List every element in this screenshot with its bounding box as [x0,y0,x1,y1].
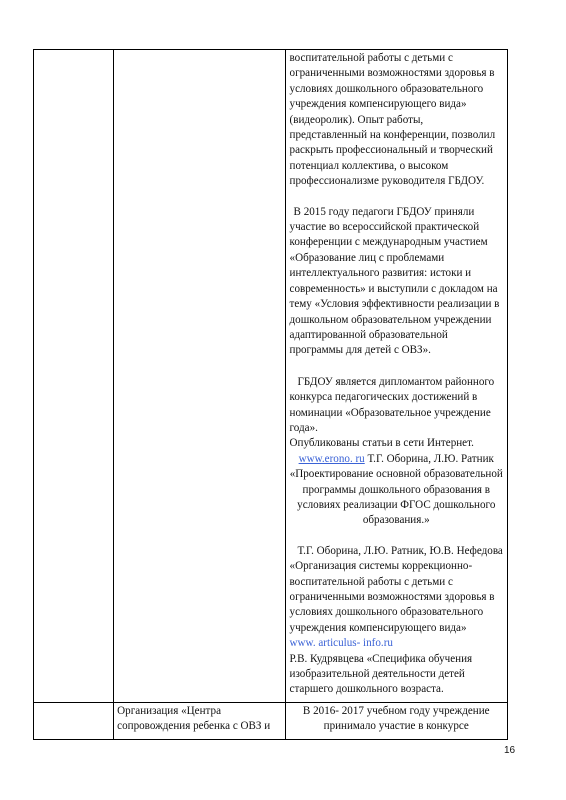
paragraph-article-3: Р.В. Кудрявцева «Специфика обучения изобразительной деятельности детей старшего дошкольного возраста. [289,652,473,696]
table-cell-results [285,50,507,703]
table-cell-contest: В 2016- 2017 учебном году учреждение принимало участие в конкурсе [285,702,507,739]
table-cell-organization: Организация «Центра сопровождения ребенка с ОВЗ и [114,702,285,739]
table-cell-topic [114,50,285,703]
paragraph-diploma: ГБДОУ является дипломантом районного конкурса педагогических достижений в номинации «Образовательное учреждение года». [289,375,495,434]
page-number: 16 [504,745,516,756]
report-table [33,49,508,740]
article-1-title: «Проектирование основной образовательной программы дошкольного образования в условиях реализации ФГОС дошкольного образования.» [289,468,503,527]
table-row [34,702,508,739]
paragraph-conference-2015: В 2015 году педагоги ГБДОУ приняли участие во всероссийской практической конференции с международным участием «Образование лиц с проблемами интеллектуального развития: истоки и современность» и выступили с докладом на тему «Условия эффективности реализации в дошкольном образовательном учреждении адаптированной образовательной программы для детей с ОВЗ». [289,205,500,357]
table-row [34,50,508,703]
paragraph-conference-outcome: воспитательной работы с детьми с ограниченными возможностями здоровья в условиях дошкольного образовательного учреждения компенсирующего вида» (видеоролик). Опыт работы, представленный на конференции, позволил раскрыть профессиональный и творческий потенциал коллектива, о высоком профессионализме руководителя ГБДОУ. [289,52,496,188]
table-cell-number [34,702,114,739]
paragraph-article-2: Т.Г. Оборина, Л.Ю. Ратник, Ю.В. Нефедова «Организация системы коррекционно-воспитательной работы с детьми с ограниченными возможностями здоровья в условиях дошкольного образовательного учреждения компенсирующего вида» [289,544,503,634]
link-erono[interactable]: www.erono. ru [298,452,365,465]
article-1-authors: Т.Г. Оборина, Л.Ю. Ратник [364,452,494,465]
paragraph-article-1 [290,452,503,529]
link-articulus[interactable]: www. articulus- info.ru [289,637,393,650]
paragraph-publications: Опубликованы статьи в сети Интернет. [289,437,474,450]
table-cell-number [34,50,114,703]
